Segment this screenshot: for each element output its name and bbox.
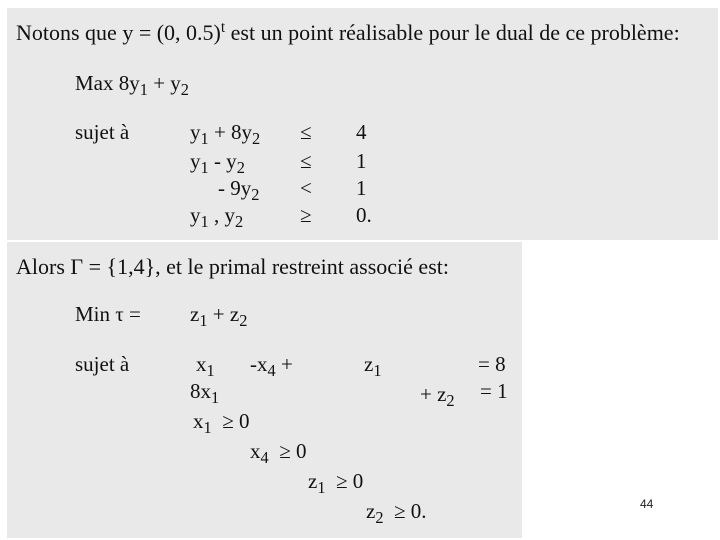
nonneg-z2-var: z bbox=[366, 499, 376, 523]
nonneg-x1-sub: 1 bbox=[203, 417, 212, 437]
objective-sub2: 2 bbox=[180, 79, 189, 99]
nonneg-z1-sub: 1 bbox=[317, 477, 326, 497]
row4-lhs-b-sub: 2 bbox=[234, 211, 244, 231]
dual-constraint-rel: ≤ bbox=[300, 149, 312, 173]
primal-line1-x4 bbox=[250, 352, 293, 380]
row3-lhs-b-sub: 2 bbox=[251, 184, 260, 204]
row4-lhs-a-sub: 1 bbox=[200, 211, 209, 231]
primal-obj-z2-sub: 2 bbox=[239, 310, 248, 330]
line1-x4: -x bbox=[250, 352, 268, 376]
dual-constraint-rhs: 0. bbox=[356, 203, 372, 227]
row1-lhs-a: y bbox=[190, 120, 201, 144]
nonneg-z2 bbox=[366, 499, 427, 527]
row2-lhs-b-sub: 2 bbox=[236, 157, 245, 177]
sujet-label-top: sujet à bbox=[75, 120, 130, 144]
primal-intro: Alors Γ = {1,4}, et le primal restreint associé est: bbox=[16, 254, 449, 279]
intro-prefix: Notons que y = (0, 0.5) bbox=[16, 20, 221, 45]
intro-transpose: t bbox=[220, 19, 226, 37]
intro-sentence bbox=[16, 19, 680, 45]
primal-obj-plus: + z bbox=[207, 302, 240, 326]
nonneg-z2-sub: 2 bbox=[375, 507, 384, 527]
nonneg-z1-rel: ≥ 0 bbox=[336, 469, 364, 493]
primal-line2-z2 bbox=[420, 382, 455, 410]
page-number: 44 bbox=[640, 497, 654, 511]
dual-constraint-lhs bbox=[190, 120, 261, 148]
nonneg-x1-var: x bbox=[193, 409, 204, 433]
line1-x1: x bbox=[196, 352, 207, 376]
nonneg-x1 bbox=[193, 409, 250, 437]
row3-lhs-b: - 9y bbox=[218, 176, 252, 200]
nonneg-z2-rel: ≥ 0. bbox=[394, 499, 427, 523]
dual-constraint-rhs: 1 bbox=[356, 149, 367, 173]
primal-line1-z1 bbox=[364, 352, 382, 380]
dual-constraint-rhs: 4 bbox=[356, 120, 367, 144]
nonneg-x1-rel: ≥ 0 bbox=[222, 409, 250, 433]
line2-x1-sub: 1 bbox=[211, 387, 220, 407]
nonneg-x4 bbox=[250, 439, 307, 467]
primal-objective-label: Min τ = bbox=[75, 302, 141, 326]
dual-constraint-rhs: 1 bbox=[356, 176, 367, 200]
primal-obj-z1-sub: 1 bbox=[199, 310, 208, 330]
row1-lhs-b: + 8y bbox=[208, 120, 253, 144]
line1-x4-sub: 4 bbox=[267, 360, 276, 380]
nonneg-z1-var: z bbox=[308, 469, 318, 493]
row2-lhs-b: - y bbox=[208, 149, 237, 173]
dual-objective bbox=[75, 71, 189, 99]
dual-constraint-lhs bbox=[218, 176, 260, 204]
line1-z1: z bbox=[364, 352, 374, 376]
objective-label: Max 8y bbox=[75, 71, 140, 95]
row1-lhs-b-sub: 2 bbox=[252, 128, 261, 148]
row4-lhs-b: , y bbox=[208, 203, 235, 227]
line2-z2: + z bbox=[420, 382, 447, 406]
row4-lhs-a: y bbox=[190, 203, 201, 227]
primal-line1-rhs: = 8 bbox=[478, 352, 506, 376]
line2-z2-sub: 2 bbox=[446, 390, 455, 410]
nonneg-x4-rel: ≥ 0 bbox=[279, 439, 307, 463]
line1-plus: + bbox=[275, 352, 293, 376]
line1-z1-sub: 1 bbox=[373, 360, 382, 380]
sujet-label-bottom: sujet à bbox=[75, 352, 130, 376]
dual-constraint-rel: ≥ bbox=[300, 203, 312, 227]
dual-constraint-rel: ≤ bbox=[300, 120, 312, 144]
objective-plus: + y bbox=[147, 71, 181, 95]
row2-lhs-a-sub: 1 bbox=[200, 157, 209, 177]
primal-line2-x1 bbox=[190, 379, 220, 407]
row2-lhs-a: y bbox=[190, 149, 201, 173]
dual-constraint-lhs bbox=[190, 149, 245, 177]
nonneg-z1 bbox=[308, 469, 364, 497]
objective-sub1: 1 bbox=[139, 79, 148, 99]
dual-constraint-lhs bbox=[190, 203, 244, 231]
primal-line2-rhs: = 1 bbox=[480, 379, 508, 403]
primal-line1-x1 bbox=[196, 352, 215, 380]
intro-suffix: est un point réalisable pour le dual de ce problème: bbox=[225, 20, 680, 45]
dual-constraint-rel: < bbox=[300, 176, 312, 200]
line1-x1-sub: 1 bbox=[206, 360, 215, 380]
nonneg-x4-var: x bbox=[250, 439, 261, 463]
row1-lhs-a-sub: 1 bbox=[200, 128, 209, 148]
primal-objective-expr bbox=[190, 302, 248, 330]
nonneg-x4-sub: 4 bbox=[260, 447, 269, 467]
line2-x1: 8x bbox=[190, 379, 211, 403]
primal-obj-z1: z bbox=[190, 302, 200, 326]
